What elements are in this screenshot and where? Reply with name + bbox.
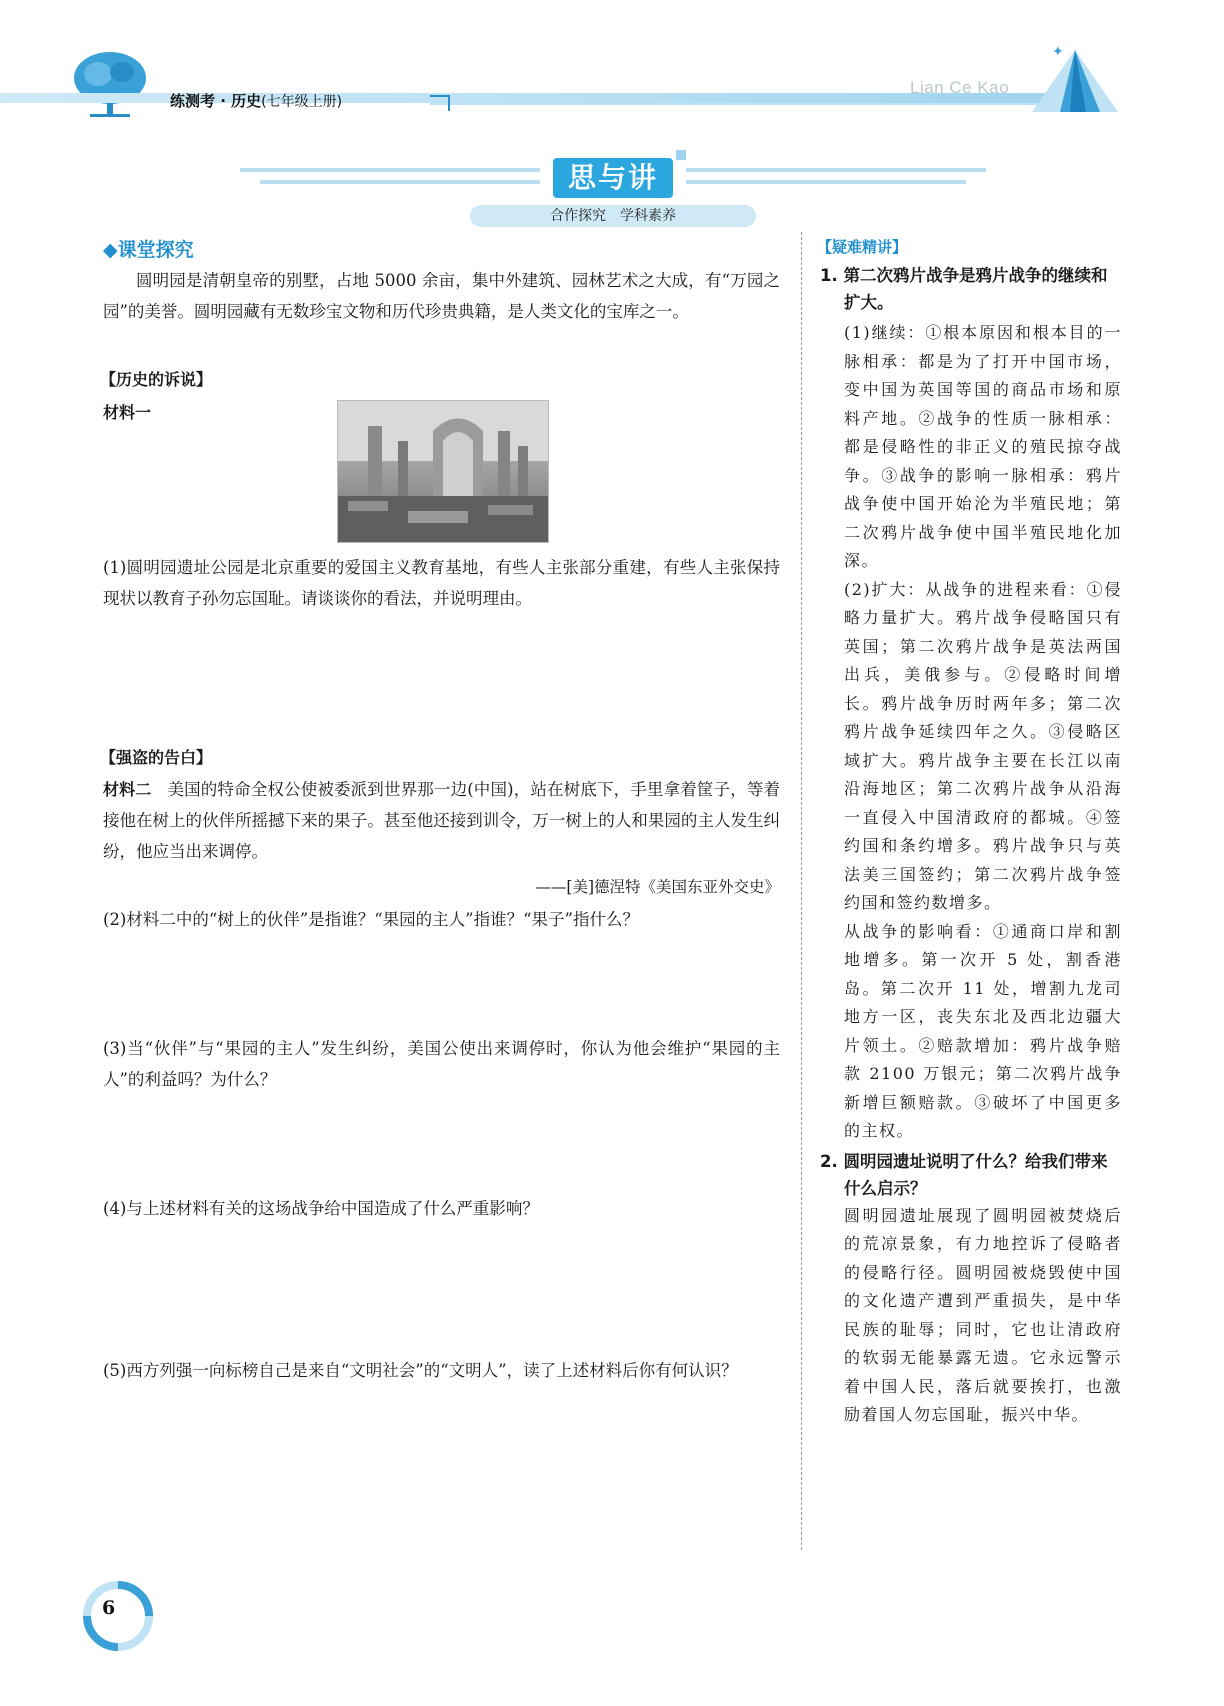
material-two-text: 美国的特命全权公使被委派到世界那一边(中国)，站在树底下，手里拿着筐子，等着接他在树上的伙伴所摇撼下来的果子。甚至他还接到训令，万一树上的人和果园的主人发生纠纷，他应当出来调停。: [103, 780, 780, 861]
heading-classroom-inquiry: ◆课堂探究: [103, 239, 194, 261]
topic-history-narration: 【历史的诉说】: [100, 370, 213, 389]
question-1: (1)圆明园遗址公园是北京重要的爱国主义教育基地，有些人主张部分重建，有些人主张保持现状以教育子孙勿忘国耻。请谈谈你的看法，并说明理由。: [103, 558, 780, 608]
item-2-title: 2. 圆明园遗址说明了什么？给我们带来什么启示？: [820, 1151, 1108, 1198]
yuanmingyuan-ruins-photo: [337, 400, 549, 543]
banner-stripe-left-2: [260, 180, 540, 184]
material-two-source: ——[美]德涅特《美国东亚外交史》: [535, 878, 780, 896]
question-4: (4)与上述材料有关的这场战争给中国造成了什么严重影响？: [103, 1199, 539, 1218]
question-2: (2)材料二中的“树上的伙伴”是指谁？“果园的主人”指谁？“果子”指什么？: [103, 910, 639, 929]
header-title: [170, 90, 342, 111]
page-number: 6: [102, 1597, 116, 1619]
header-band-thin: [430, 103, 1070, 105]
banner-stripe-right: [686, 168, 986, 172]
section-subtitle: 合作探究 学科素养: [470, 205, 756, 227]
banner-stripe-right-2: [686, 180, 966, 184]
header-latin-title: Lian Ce Kao: [910, 78, 1010, 97]
section-title: 思与讲: [553, 158, 673, 198]
question-3: (3)当“伙伴”与“果园的主人”发生纠纷，美国公使出来调停时，你认为他会维护“果园的主人”的利益吗？为什么？: [103, 1039, 780, 1089]
item-1-continuation: (1)继续：①根本原因和根本目的一脉相承：都是为了打开中国市场，变中国为英国等国的商品市场和原料产地。②战争的性质一脉相承：都是侵略性的非正义的殖民掠夺战争。③战争的影响一脉相承：鸦片战争使中国开始沦为半殖民地；第二次鸦片战争使中国半殖民地化加深。: [844, 323, 1122, 570]
topic-robber-confession: 【强盗的告白】: [100, 748, 213, 767]
svg-text:✦: ✦: [1052, 44, 1064, 60]
header-bracket-icon: [430, 95, 450, 111]
banner-stripe-left: [240, 168, 540, 172]
material-two-label: 材料二: [103, 780, 152, 799]
material-two-block: [103, 774, 780, 867]
header-tree-logo: [70, 50, 150, 120]
material-one-label: 材料一: [103, 403, 152, 422]
header-title-main: 练测考 · 历史: [170, 92, 262, 110]
item-1-expansion: (2)扩大：从战争的进程来看：①侵略力量扩大。鸦片战争侵略国只有英国；第二次鸦片战争是英法两国出兵，美俄参与。②侵略时间增长。鸦片战争历时两年多；第二次鸦片战争延续四年之久。③侵略区域扩大。鸦片战争主要在长江以南沿海地区；第二次鸦片战争从沿海一直侵入中国清政府的都城。④签约国和条约增多。鸦片战争只与英法美三国签约；第二次鸦片战争签约国和签约数增多。: [844, 579, 1122, 912]
heading-difficult-points: 【疑难精讲】: [817, 238, 908, 256]
item-1-title: 1. 第二次鸦片战争是鸦片战争的继续和扩大。: [820, 266, 1108, 312]
page-number-ring-icon: [80, 1578, 156, 1654]
item-1-impact: 从战争的影响看：①通商口岸和割地增多。第一次开 5 处，割香港岛。第二次开 11 处，增割九龙司地方一区，丧失东北及西北边疆大片领土。②赔款增加：鸦片战争赔款 2100 万银元；第二次鸦片战争新增巨额赔款。③破坏了中国更多的主权。: [844, 921, 1122, 1140]
header-tent-icon: [1030, 42, 1120, 114]
right-column-content: [820, 262, 1122, 1430]
sparkle-icon: [676, 150, 686, 160]
column-divider: [801, 232, 802, 1550]
intro-paragraph: 圆明园是清朝皇帝的别墅，占地 5000 余亩，集中外建筑、园林艺术之大成，有“万园之园”的美誉。圆明园藏有无数珍宝文物和历代珍贵典籍，是人类文化的宝库之一。: [103, 271, 780, 321]
item-2-answer: 圆明园遗址展现了圆明园被焚烧后的荒凉景象，有力地控诉了侵略者的侵略行径。圆明园被烧毁使中国的文化遗产遭到严重损失，是中华民族的耻辱；同时，它也让清政府的软弱无能暴露无遗。它永远警示着中国人民，落后就要挨打，也激励着国人勿忘国耻，振兴中华。: [844, 1205, 1122, 1424]
header-title-sub: (七年级上册): [261, 94, 343, 110]
question-5: (5)西方列强一向标榜自己是来自“文明社会”的“文明人”，读了上述材料后你有何认识？: [103, 1361, 738, 1380]
